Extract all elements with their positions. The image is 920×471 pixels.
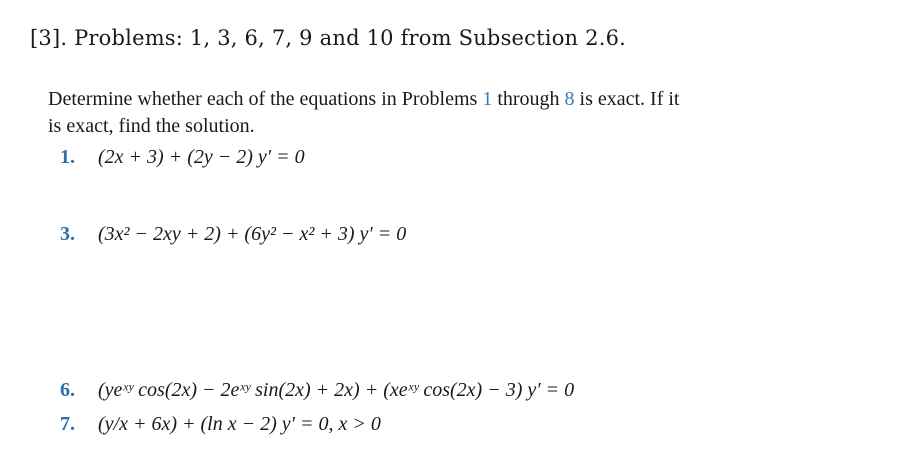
problem-instructions (48, 86, 688, 140)
problem-number: 6. (60, 379, 75, 401)
problem-equation: (y/x + 6x) + (ln x − 2) y′ = 0, x > 0 (98, 413, 381, 435)
problem-reference-8[interactable]: 8 (564, 88, 575, 110)
problem-7 (60, 413, 381, 436)
problem-number: 3. (60, 223, 75, 245)
instructions-text-middle: through (492, 88, 565, 110)
problem-number: 7. (60, 413, 75, 435)
problem-equation: (yeˣʸ cos(2x) − 2eˣʸ sin(2x) + 2x) + (xeˣʸ cos(2x) − 3) y′ = 0 (98, 379, 575, 401)
problem-equation: (3x² − 2xy + 2) + (6y² − x² + 3) y′ = 0 (98, 223, 407, 245)
problem-6 (60, 379, 574, 402)
instructions-text-start: Determine whether each of the equations in Problems (48, 88, 483, 110)
instructions-text-end: is exact. If it is exact, find the solution. (48, 88, 680, 137)
problem-3 (60, 223, 406, 246)
problem-reference-1[interactable]: 1 (482, 88, 493, 110)
problem-equation: (2x + 3) + (2y − 2) y′ = 0 (98, 146, 305, 168)
problem-number: 1. (60, 146, 75, 168)
assignment-heading: [3]. Problems: 1, 3, 6, 7, 9 and 10 from Subsection 2.6. (30, 26, 627, 50)
problem-1 (60, 146, 305, 169)
